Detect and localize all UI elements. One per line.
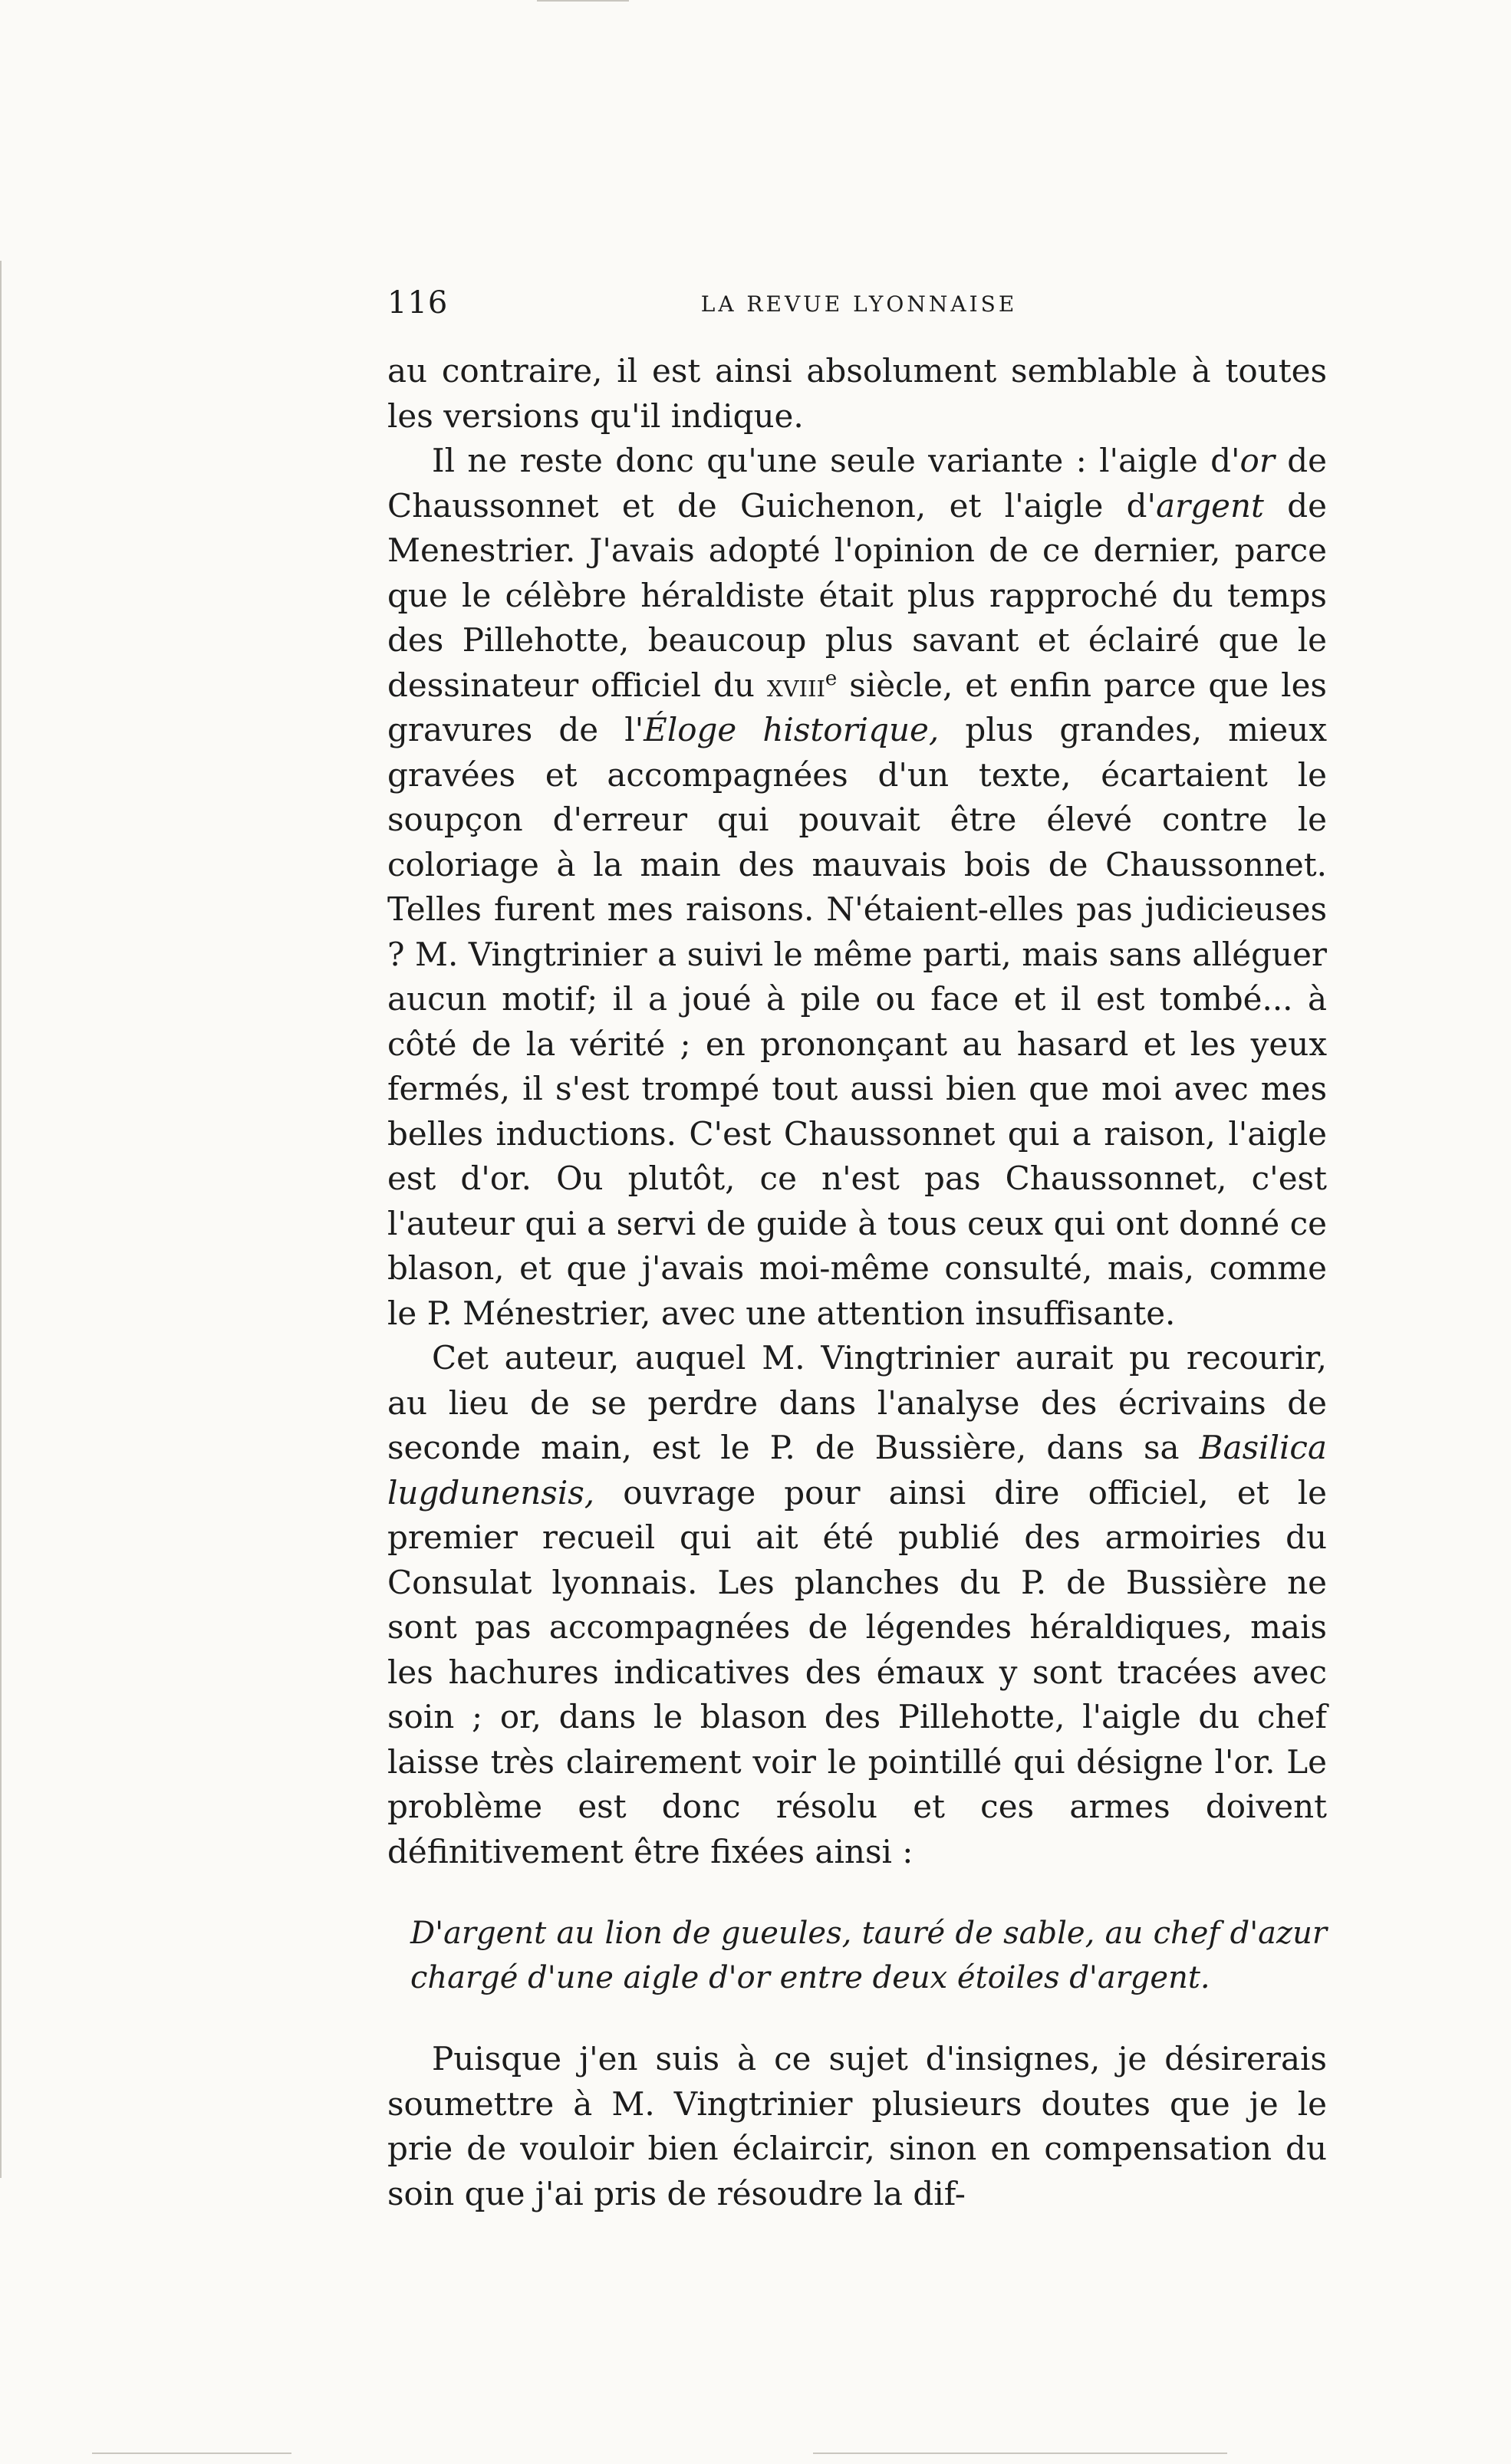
italic-basilica-title: Basilica lugdunensis, bbox=[387, 1429, 1327, 1512]
page-number: 116 bbox=[387, 285, 449, 321]
paragraph-4-text: Puisque j'en suis à ce sujet d'insignes, je désirerais soumettre à M. Vingtrinier plusieurs doutes que je le prie de vouloir bien éclaircir, sinon en compensation du soin que j'ai pris de résoudre la dif- bbox=[387, 2040, 1327, 2212]
scan-mark-left bbox=[0, 261, 2, 2178]
italic-argent: argent bbox=[1156, 486, 1264, 525]
paragraph-3-text: Cet auteur, auquel M. Vingtrinier aurait pu recourir, au lieu de se perdre dans l'analyse des écrivains de seconde main, est le P. de Bussière, dans sa bbox=[387, 1339, 1327, 1466]
century-numeral: xviii bbox=[766, 666, 825, 704]
paragraph-1 bbox=[387, 349, 1327, 439]
century-superscript: e bbox=[825, 666, 838, 690]
paragraph-1-text: au contraire, il est ainsi absolument semblable à toutes les versions qu'il indique. bbox=[387, 352, 1327, 435]
paragraph-3 bbox=[387, 1336, 1327, 1874]
paragraph-2 bbox=[387, 439, 1327, 1336]
page-header bbox=[387, 285, 1331, 331]
paragraph-2-text: plus grandes, mieux gravées et accompagnées d'un texte, écartaient le soupçon d'erreur qui pouvait être élevé contre le coloriage à la main des mauvais bois de Chaussonnet. Telles furent mes raisons. N'étaient-elles pas judicieuses ? M. Vingtrinier a suivi le même parti, mais sans alléguer aucun motif; il a joué à pile ou face et il est tombé... à côté de la vérité ; en prononçant au hasard et les yeux fermés, il s'est trompé tout aussi bien que moi avec mes belles inductions. C'est Chaussonnet qui a raison, l'aigle est d'or. Ou plutôt, ce n'est pas Chaussonnet, c'est l'auteur qui a servi de guide à tous ceux qui ont donné ce blason, et que j'avais moi-même consulté, mais, comme le P. Ménestrier, avec une attention insuffisante. bbox=[387, 711, 1327, 1332]
italic-eloge-title: Éloge historique, bbox=[644, 711, 940, 748]
scan-mark-bottom-right bbox=[813, 2452, 1227, 2454]
paragraph-2-text: Il ne reste donc qu'une seule variante : l'aigle d' bbox=[432, 442, 1240, 479]
paragraph-2-text: de Menestrier. J'avais adopté l'opinion de ce dernier, parce que le célèbre héraldiste était plus rapproché du temps des Pillehotte, beaucoup plus savant et éclairé que le dessinateur officiel du bbox=[387, 486, 1328, 704]
running-title: LA REVUE LYONNAISE bbox=[700, 291, 1018, 317]
blazon-quote: D'argent au lion de gueules, tauré de sable, au chef d'azur chargé d'une aigle d'or entre deux étoiles d'argent. bbox=[410, 1916, 1327, 1995]
paragraph-3-text: ouvrage pour ainsi dire officiel, et le premier recueil qui ait été publié des armoiries du Consulat lyonnais. Les planches du P. de Bussière ne sont pas accompagnées de légendes héraldiques, mais les hachures indicatives des émaux y sont tracées avec soin ; or, dans le blason des Pillehotte, l'aigle du chef laisse très clairement voir le pointillé qui désigne l'or. Le problème est donc résolu et ces armes doivent définitivement être fixées ainsi : bbox=[387, 1473, 1327, 1870]
paragraph-4 bbox=[387, 2037, 1327, 2216]
scan-mark-bottom-left bbox=[92, 2452, 291, 2454]
paragraph-2-text: de Chaussonnet et de Guichenon, et l'aigle d' bbox=[387, 442, 1327, 525]
scan-mark-top bbox=[537, 0, 629, 2]
body-text bbox=[387, 349, 1327, 2216]
italic-or: or bbox=[1239, 442, 1275, 479]
paragraph-2-text: siècle, et enfin parce que les gravures de l' bbox=[387, 666, 1327, 748]
